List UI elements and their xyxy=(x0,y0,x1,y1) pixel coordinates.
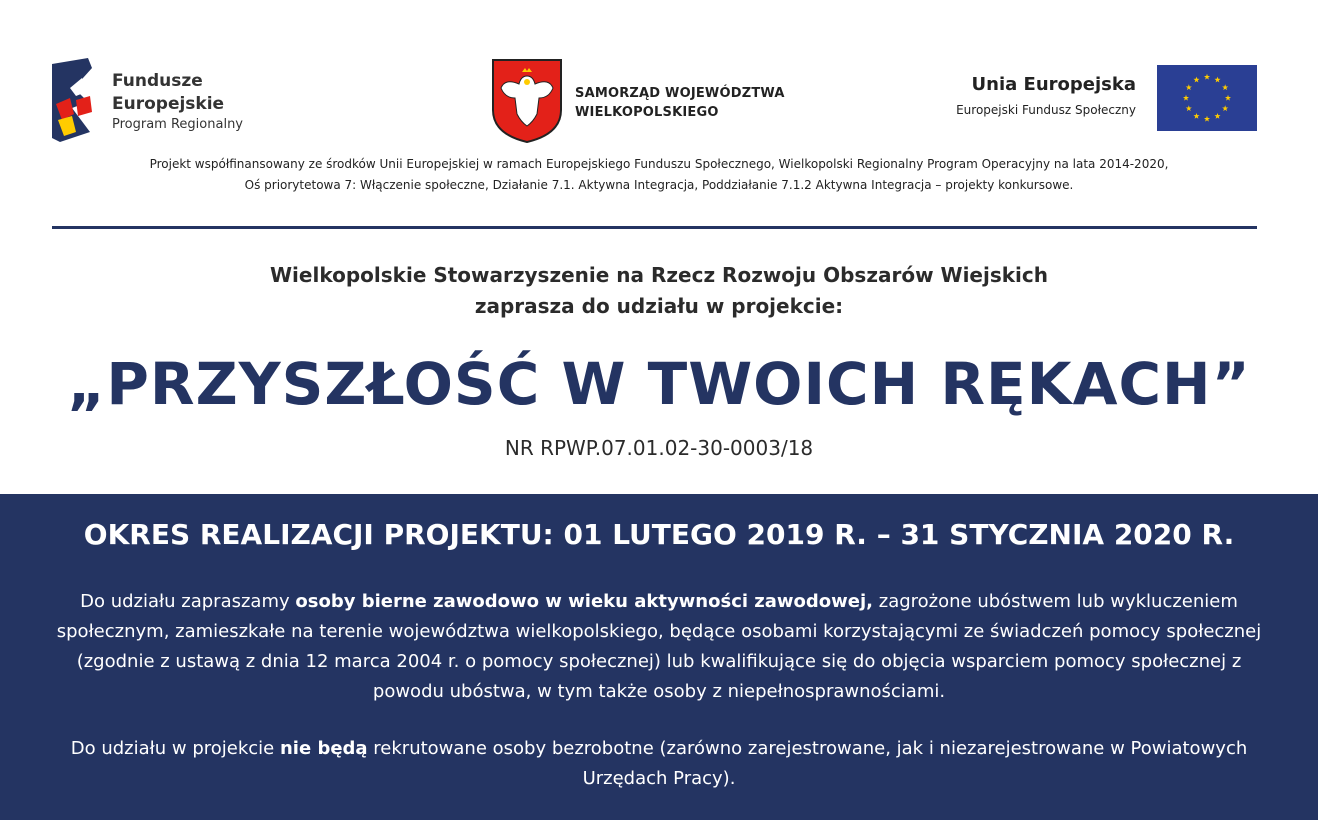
samorzad-logo-text xyxy=(575,84,785,122)
ue-line2: Europejski Fundusz Społeczny xyxy=(956,103,1136,117)
p2-after: rekrutowane osoby bezrobotne (zarówno zarejestrowane, jak i niezarejestrowane w Powiatowych Urzędach Pracy). xyxy=(367,738,1248,789)
intro-line1: Wielkopolskie Stowarzyszenie na Rzecz Rozwoju Obszarów Wiejskich xyxy=(270,263,1048,287)
cofunding-line2: Oś priorytetowa 7: Włączenie społeczne, Działanie 7.1. Aktywna Integracja, Poddziałanie 7.1.2 Aktywna Integracja – projekty konkursowe. xyxy=(244,178,1074,192)
cofunding-line1: Projekt współfinansowany ze środków Unii Europejskiej w ramach Europejskiego Funduszu Społecznego, Wielkopolski Regionalny Program Operacyjny na lata 2014-2020, xyxy=(149,157,1169,171)
fe-line3: Program Regionalny xyxy=(112,117,243,132)
samorzad-line2: WIELKOPOLSKIEGO xyxy=(575,105,719,120)
fe-logo-text xyxy=(112,71,243,132)
project-number: NR RPWP.07.01.02-30-0003/18 xyxy=(504,436,814,460)
fe-line2: Europejskie xyxy=(112,94,225,114)
fe-line1: Fundusze xyxy=(112,71,203,91)
p1-before: Do udziału zapraszamy xyxy=(80,591,296,612)
info-band xyxy=(0,494,1318,820)
samorzad-line1: SAMORZĄD WOJEWÓDZTWA xyxy=(575,86,785,101)
p1-bold: osoby bierne zawodowo w wieku aktywności zawodowej, xyxy=(295,591,874,612)
logo-bar xyxy=(0,0,1318,150)
intro xyxy=(0,260,1318,322)
intro-line2: zaprasza do udziału w projekcie: xyxy=(474,294,844,318)
divider xyxy=(52,226,1257,229)
project-title: „PRZYSZŁOŚĆ W TWOICH RĘKACH” xyxy=(67,350,1251,418)
fe-star-logo-icon xyxy=(52,58,94,142)
eu-flag-icon xyxy=(1157,65,1257,131)
exclusion-paragraph xyxy=(40,734,1278,794)
ue-logo-text xyxy=(956,74,1136,117)
p2-bold: nie będą xyxy=(279,738,368,759)
eagle-shield-icon xyxy=(491,58,563,144)
cofunding-note xyxy=(0,154,1318,196)
project-period: OKRES REALIZACJI PROJEKTU: 01 LUTEGO 2019 R. – 31 STYCZNIA 2020 R. xyxy=(83,518,1235,551)
eligibility-paragraph xyxy=(40,587,1278,707)
p1-after: zagrożone ubóstwem lub wykluczeniem społecznym, zamieszkałe na terenie województwa wielkopolskiego, będące osobami korzystającymi ze świadczeń pomocy społecznej (zgodnie z ustawą z dnia 12 marca 2004 r. o pomocy społecznej) lub kwalifikujące się do objęcia wsparciem pomocy społecznej z powodu ubóstwa, w tym także osoby z niepełnosprawnościami. xyxy=(56,591,1262,702)
p2-before: Do udziału w projekcie xyxy=(70,738,280,759)
ue-line1: Unia Europejska xyxy=(971,74,1136,95)
